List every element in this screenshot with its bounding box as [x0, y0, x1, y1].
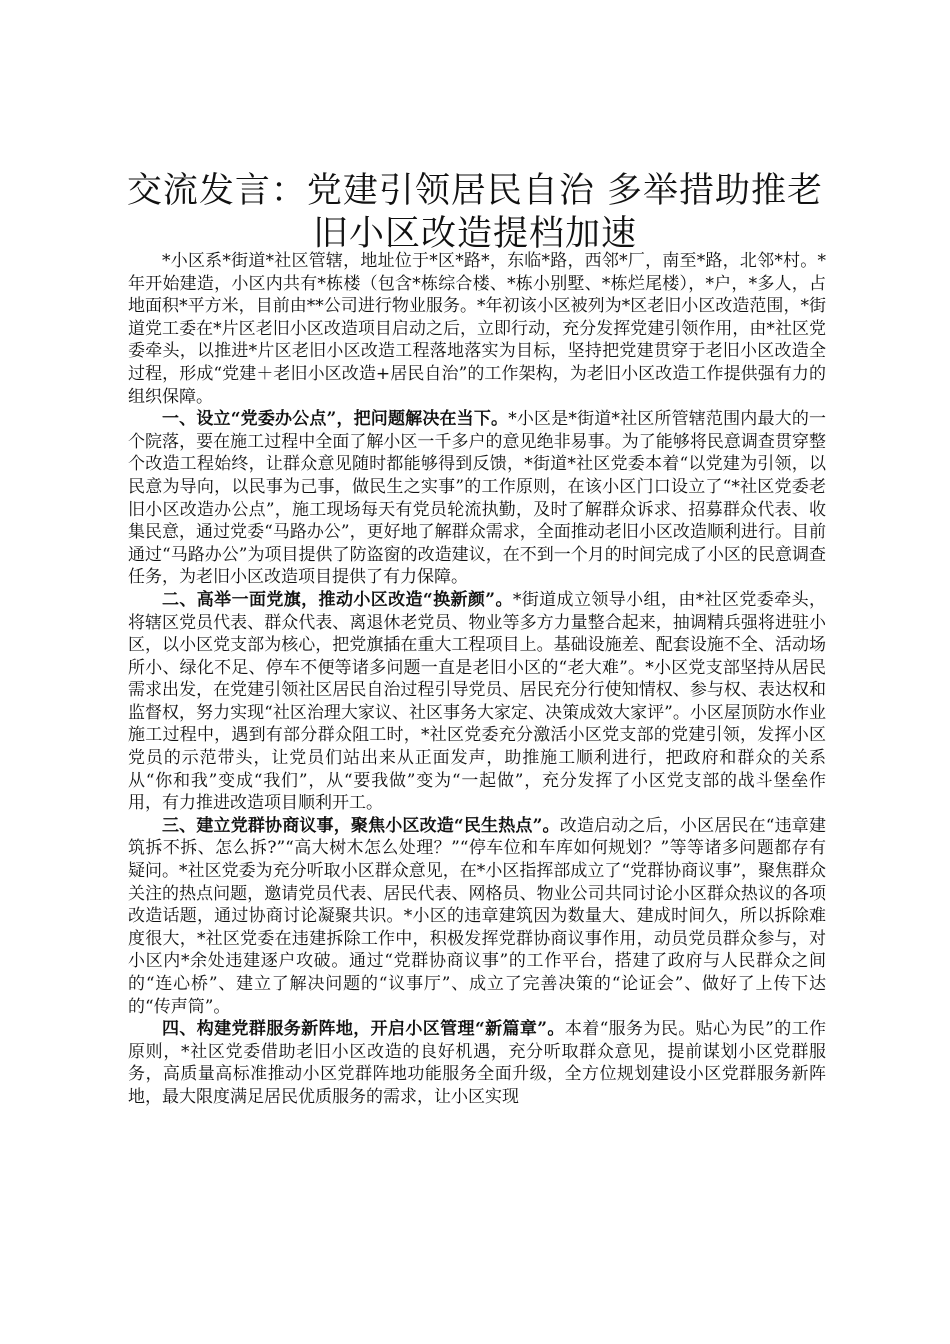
document-title: 交流发言：党建引领居民自治 多举措助推老旧小区改造提档加速 — [126, 171, 824, 254]
section-text-1: *小区是*街道*社区所管辖范围内最大的一个院落，要在施工过程中全面了解小区一千多户的意见绝非易事。为了能够将民意调查贯穿整个改造工程始终，让群众意见随时都能够得到反馈，*街道*社区党委本着“以党建为引领，以民意为导向，以民事为己事，做民生之实事”的工作原则，在该小区门口设立了“*社区党委老旧小区改造办公点”，施工现场每天有党员轮流执勤，及时了解群众诉求、招募群众代表、收集民意，通过党委“马路办公”，更好地了解群众需求，全面推动老旧小区改造顺利进行。目前通过“马路办公”为项目提供了防盗窗的改造建议，在不到一个月的时间完成了小区的民意调查任务，为老旧小区改造项目提供了有力保障。 — [128, 409, 826, 588]
document-body — [128, 250, 826, 1109]
section-paragraph-1 — [128, 408, 826, 589]
section-heading-1: 一、设立“党委办公点”，把问题解决在当下。 — [162, 409, 509, 430]
section-heading-3: 三、建立党群协商议事，聚焦小区改造“民生热点”。 — [162, 815, 560, 836]
section-text-3: 改造启动之后，小区居民在“违章建筑拆不拆、怎么拆?”“高大树木怎么处理？”“停车位和车库如何规划？”等等诸多问题都存有疑问。*社区党委为充分听取小区群众意见，在*小区指挥部成立了“党群协商议事”，聚焦群众关注的热点问题，邀请党员代表、居民代表、网格员、物业公司共同讨论小区群众热议的各项改造话题，通过协商讨论凝聚共识。*小区的违章建筑因为数量大、建成时间久，所以拆除难度很大，*社区党委在违建拆除工作中，积极发挥党群协商议事作用，动员党员群众参与，对小区内*余处违建逐户攻破。通过“党群协商议事”的工作平台，搭建了政府与人民群众之间的“连心桥”、建立了解决问题的“议事厅”、成立了完善决策的“论证会”、做好了上传下达的“传声筒”。 — [128, 815, 826, 1017]
section-paragraph-2 — [128, 589, 826, 815]
section-text-4: 本着“服务为民。贴心为民”的工作原则，*社区党委借助老旧小区改造的良好机遇，充分听取群众意见，提前谋划小区党群服务，高质量高标准推动小区党群阵地功能服务全面升级，全方位规划建设小区党群服务新阵地，最大限度满足居民优质服务的需求，让小区实现 — [128, 1019, 826, 1107]
section-paragraph-4 — [128, 1018, 826, 1108]
section-heading-4: 四、构建党群服务新阵地，开启小区管理“新篇章”。 — [162, 1019, 565, 1040]
intro-paragraph: *小区系*街道*社区管辖，地址位于*区*路*，东临*路，西邻*厂，南至*路，北邻*村。*年开始建造，小区内共有*栋楼（包含*栋综合楼、*栋小别墅、*栋烂尾楼），*户，*多人，占地面积*平方米，目前由**公司进行物业服务。*年初该小区被列为*区老旧小区改造范围，*街道党工委在*片区老旧小区改造项目启动之后，立即行动，充分发挥党建引领作用，由*社区党委牵头，以推进*片区老旧小区改造工程落地落实为目标，坚持把党建贯穿于老旧小区改造全过程，形成“党建＋老旧小区改造+居民自治”的工作架构，为老旧小区改造工作提供强有力的组织保障。 — [128, 251, 826, 407]
section-heading-2: 二、高举一面党旗，推动小区改造“换新颜”。 — [162, 589, 513, 610]
section-text-2: *街道成立领导小组，由*社区党委牵头，将辖区党员代表、群众代表、离退休老党员、物业等多方力量整合起来，抽调精兵强将进驻小区，以小区党支部为核心，把党旗插在重大工程项目上。基础设施差、配套设施不全、活动场所小、绿化不足、停车不便等诸多问题一直是老旧小区的“老大难”。*小区党支部坚持从居民需求出发，在党建引领社区居民自治过程引导党员、居民充分行使知情权、参与权、表达权和监督权，努力实现“社区治理大家议、社区事务大家定、决策成效大家评”。小区屋顶防水作业施工过程中，遇到有部分群众阻工时，*社区党委充分激活小区党支部的党建引领，发挥小区党员的示范带头，让党员们站出来从正面发声，助推施工顺利进行，把政府和群众的关系从“你和我”变成“我们”，从“要我做”变为“一起做”，充分发挥了小区党支部的战斗堡垒作用，有力推进改造项目顺利开工。 — [128, 589, 826, 814]
section-paragraph-3 — [128, 815, 826, 1018]
